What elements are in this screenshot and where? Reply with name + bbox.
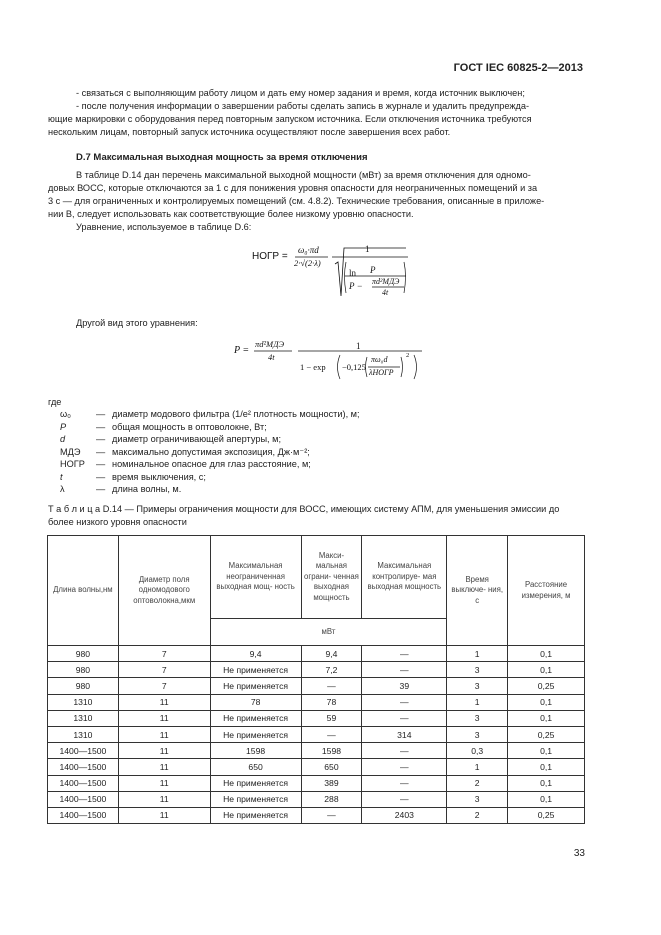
table-cell: 7,2	[301, 662, 362, 678]
definition-text: максимально допустимая экспозиция, Дж·м⁻²;	[112, 446, 310, 457]
header-shutdown-time: Время выключе- ния, с	[447, 536, 508, 646]
table-cell: 1400—1500	[48, 743, 119, 759]
table-cell: 2	[447, 807, 508, 823]
table-cell: 78	[210, 694, 301, 710]
formula1-num: ω₀·πd	[298, 245, 319, 255]
table-cell: —	[362, 710, 447, 726]
table-cell: Не применяется	[210, 662, 301, 678]
table-cell: —	[301, 807, 362, 823]
definition-text: диаметр модового фильтра (1/e² плотность мощности), м;	[112, 409, 360, 419]
definition-dash: —	[96, 471, 106, 482]
header-wavelength: Длина волны,нм	[48, 536, 119, 646]
formula2-exp: 1 − exp	[300, 362, 326, 372]
table-cell: 39	[362, 678, 447, 694]
table-cell: —	[362, 775, 447, 791]
table-cell: 0,1	[508, 662, 585, 678]
formula1-lhs: НОГР =	[252, 251, 288, 262]
definition-symbol: P	[60, 421, 67, 432]
table-cell: 0,1	[508, 759, 585, 775]
table-cell: 1310	[48, 710, 119, 726]
table-cell: 3	[447, 791, 508, 807]
table-cell: 9,4	[301, 646, 362, 662]
formula1-one: 1	[365, 244, 370, 254]
table-cell: 1400—1500	[48, 775, 119, 791]
table-cell: 1310	[48, 694, 119, 710]
table-cell: 11	[118, 807, 210, 823]
section-title: D.7 Максимальная выходная мощность за время отключения	[76, 152, 368, 163]
table-cell: 980	[48, 678, 119, 694]
table-cell: 0,1	[508, 775, 585, 791]
formula1-ln: ln	[349, 268, 357, 278]
table-cell: 314	[362, 726, 447, 742]
formula1-inner-num: πd²МДЭ	[372, 277, 400, 286]
table-row	[48, 694, 585, 710]
table-cell: 3	[447, 662, 508, 678]
table-cell: 3	[447, 726, 508, 742]
intro-line-4: нескольким лицам, повторный запуск источника осуществляют после завершения всех работ.	[48, 127, 451, 137]
formula2-lhs: P =	[234, 345, 250, 356]
definition-text: диаметр ограничивающей апертуры, м;	[112, 434, 282, 444]
definition-text: длина волны, м.	[112, 484, 182, 494]
table-cell: 1	[447, 694, 508, 710]
intro-line-1: - связаться с выполняющим работу лицом и дать ему номер задания и время, когда источник выключен;	[76, 88, 525, 98]
table-cell: 11	[118, 759, 210, 775]
definition-symbol: ω₀	[60, 409, 71, 419]
table-cell: 11	[118, 775, 210, 791]
table-cell: 1400—1500	[48, 807, 119, 823]
table-cell: 980	[48, 646, 119, 662]
table-cell: 1310	[48, 726, 119, 742]
table-cell: 1598	[210, 743, 301, 759]
table-cell: 7	[118, 678, 210, 694]
table-cell: 0,1	[508, 694, 585, 710]
header-unrestricted-power: Максимальная неограниченная выходная мощ- ность	[210, 536, 301, 619]
formula1-inner-den: 4t	[382, 288, 389, 297]
table-cell: 0,25	[508, 678, 585, 694]
table-row	[48, 775, 585, 791]
table-cell: 0,1	[508, 710, 585, 726]
table-body	[48, 646, 585, 824]
other-form-label: Другой вид этого уравнения:	[76, 318, 198, 328]
formula2-pow: 2	[406, 352, 410, 359]
table-cell: 59	[301, 710, 362, 726]
formula1-p: P	[370, 265, 376, 275]
table-cell: 7	[118, 646, 210, 662]
table-cell: 980	[48, 662, 119, 678]
formula2-coef: −0,125	[342, 362, 366, 372]
table-cell: 11	[118, 743, 210, 759]
table-cell: 7	[118, 662, 210, 678]
body-line-3: 3 с — для ограниченных и контролируемых помещений (см. 4.8.2). Технические требования, описанные в приложе-	[48, 196, 545, 206]
formula1-den: 2·√(2·λ)	[294, 258, 321, 268]
definition-symbol: НОГР	[60, 459, 85, 469]
header-restricted-power: Макси- мальная ограни- ченная выходная мощность	[301, 536, 362, 619]
table-cell: Не применяется	[210, 807, 301, 823]
table-cell: 0,1	[508, 743, 585, 759]
definition-dash: —	[96, 434, 106, 444]
definition-dash: —	[96, 446, 106, 457]
body-line-2: довых ВОСС, которые отключаются за 1 с для понижения уровня опасности для неограниченных помещений и за	[48, 183, 538, 193]
table-cell: —	[362, 743, 447, 759]
table-cell: 389	[301, 775, 362, 791]
table-cell: 11	[118, 726, 210, 742]
table-cell: 1	[447, 759, 508, 775]
table-cell: Не применяется	[210, 775, 301, 791]
definition-text: номинальное опасное для глаз расстояние, м;	[112, 459, 311, 469]
table-cell: —	[301, 726, 362, 742]
formula2-num: πd²МДЭ	[255, 339, 285, 349]
table-cell: 1	[447, 646, 508, 662]
table-cell: —	[362, 662, 447, 678]
table-cell: 0,1	[508, 791, 585, 807]
where-label: где	[48, 397, 62, 407]
formula-nogr	[250, 238, 410, 300]
table-cell: Не применяется	[210, 678, 301, 694]
table-cell: 0,25	[508, 726, 585, 742]
table-row	[48, 807, 585, 823]
definition-text: общая мощность в оптоволокне, Вт;	[112, 421, 267, 432]
table-cell: —	[362, 646, 447, 662]
table-cell: 1400—1500	[48, 759, 119, 775]
table-cell: Не применяется	[210, 726, 301, 742]
table-row	[48, 710, 585, 726]
table-row	[48, 791, 585, 807]
table-row	[48, 743, 585, 759]
table-row	[48, 646, 585, 662]
definition-dash: —	[96, 409, 106, 419]
table-row	[48, 726, 585, 742]
formula2-den: 4t	[268, 352, 275, 362]
table-cell: 3	[447, 710, 508, 726]
unit-cell: мВт	[210, 619, 447, 646]
body-line-4: нии B, следует использовать как соответствующие более низкому уровню опасности.	[48, 209, 414, 219]
table-cell: 2403	[362, 807, 447, 823]
intro-line-3: ющие маркировки с оборудования перед повторным запуском источника. Если отключения источника требуются	[48, 114, 532, 124]
formula2-one: 1	[356, 341, 361, 351]
table-row	[48, 759, 585, 775]
definition-symbol: t	[60, 471, 63, 482]
table-cell: —	[301, 678, 362, 694]
header-controlled-power: Максимальная контролируе- мая выходная мощность	[362, 536, 447, 619]
power-limits-table	[47, 535, 585, 824]
table-cell: 0,25	[508, 807, 585, 823]
table-cell: 3	[447, 678, 508, 694]
table-cell: 0,1	[508, 646, 585, 662]
table-cell: 11	[118, 710, 210, 726]
definition-symbol: d	[60, 434, 66, 444]
page-number: 33	[573, 848, 585, 859]
body-line-1: В таблице D.14 дан перечень максимальной выходной мощности (мВт) за время отключения для одномо-	[76, 170, 531, 180]
header-measurement-distance: Расстояние измерения, м	[508, 536, 585, 646]
document-header: ГОСТ IEC 60825-2—2013	[453, 62, 583, 74]
table-cell: 1598	[301, 743, 362, 759]
equation-intro: Уравнение, используемое в таблице D.6:	[76, 222, 252, 232]
table-row	[48, 678, 585, 694]
table-cell: 0,3	[447, 743, 508, 759]
definition-dash: —	[96, 421, 106, 432]
table-cell: Не применяется	[210, 791, 301, 807]
formula-p	[234, 336, 424, 382]
table-cell: 9,4	[210, 646, 301, 662]
formula1-pden: P −	[349, 281, 363, 291]
table-cell: 1400—1500	[48, 791, 119, 807]
table-cell: 650	[210, 759, 301, 775]
table-cell: 11	[118, 694, 210, 710]
formula2-in-num: πω₀d	[371, 355, 388, 364]
definition-text: время выключения, с;	[112, 471, 206, 482]
table-cell: 2	[447, 775, 508, 791]
formula2-in-den: λНОГР	[369, 368, 394, 377]
table-cell: Не применяется	[210, 710, 301, 726]
table-cell: 78	[301, 694, 362, 710]
table-cell: 288	[301, 791, 362, 807]
table-cell: —	[362, 759, 447, 775]
table-caption: Т а б л и ц а D.14 — Примеры ограничения мощности для ВОСС, имеющих систему АПМ, для уменьшения эмиссии до более низкого уровня опасности	[48, 504, 560, 527]
definition-dash: —	[96, 459, 106, 469]
table-cell: —	[362, 791, 447, 807]
definition-symbol: λ	[60, 484, 65, 494]
header-mode-field-diameter: Диаметр поля одномодового оптоволокна,мкм	[118, 536, 210, 646]
table-header-row	[48, 536, 585, 619]
table-row	[48, 662, 585, 678]
table-cell: 11	[118, 791, 210, 807]
definition-symbol: МДЭ	[60, 446, 81, 457]
intro-line-2: - после получения информации о завершении работы сделать запись в журнале и удалить предупрежда-	[76, 101, 529, 111]
table-cell: —	[362, 694, 447, 710]
definition-dash: —	[96, 484, 106, 494]
table-cell: 650	[301, 759, 362, 775]
